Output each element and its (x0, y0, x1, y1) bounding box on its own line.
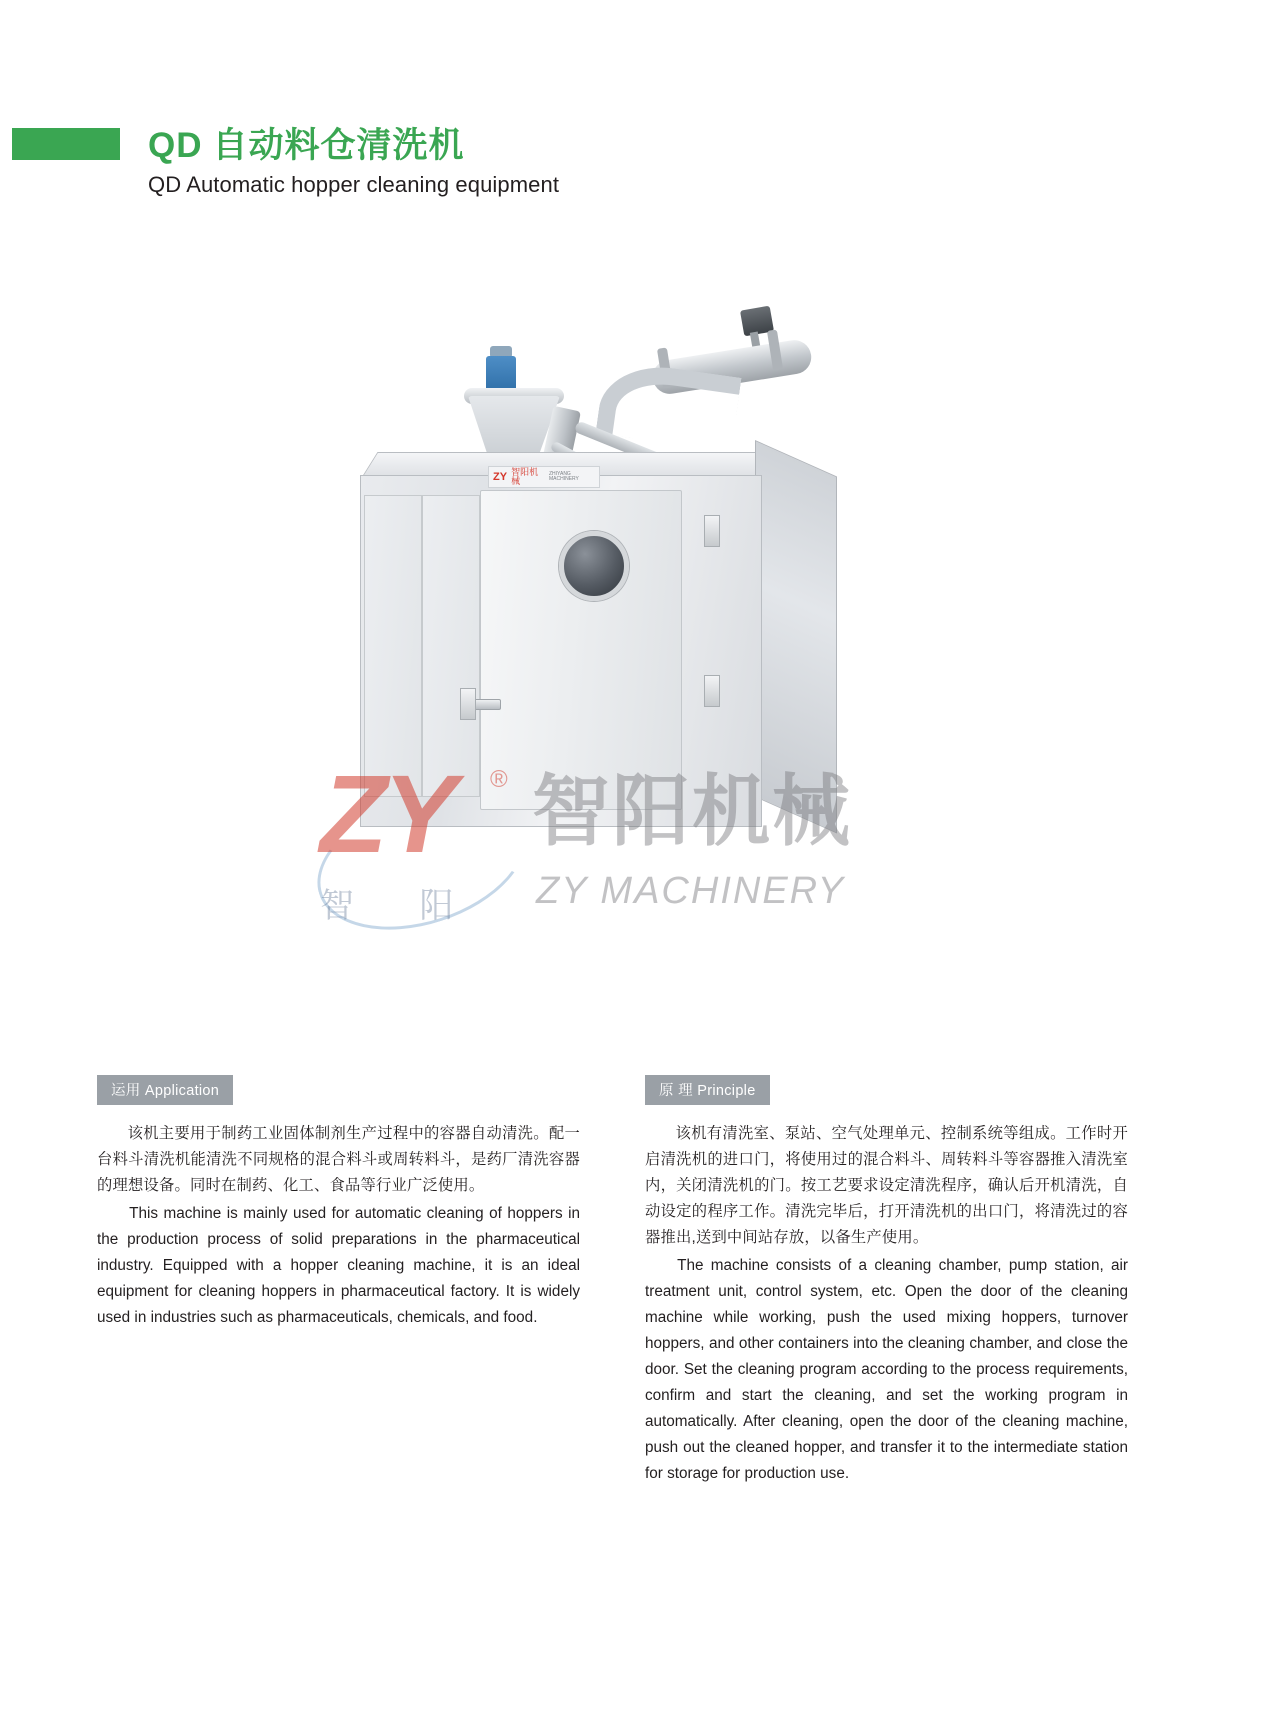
accent-bar (12, 128, 120, 160)
application-paragraph-en: This machine is mainly used for automatic cleaning of hoppers in the production process of solid preparations in the pharmaceutical industry. Equipped with a hopper cleaning machine, it is an ideal equipment for cleaning hoppers in pharmaceutical factory. It is widely used in industries such as pharmaceuticals, chemicals, and food. (97, 1205, 580, 1326)
left-panel-b (422, 495, 480, 797)
nameplate-logo: ZY (493, 470, 508, 483)
page-title-cn-text: 自动料仓清洗机 (212, 126, 465, 165)
latch-upper-right (704, 515, 720, 547)
machine-illustration (300, 290, 940, 910)
model-code: QD (148, 126, 203, 165)
nameplate-brand-cn: 智阳机械 (511, 467, 539, 486)
door-viewport-icon (559, 531, 629, 601)
principle-section-tag: 原 理 Principle (645, 1075, 770, 1105)
motor-unit (486, 356, 516, 392)
watermark-registered-icon: ® (490, 766, 508, 793)
principle-section (645, 1075, 1128, 1487)
product-figure (0, 270, 1275, 930)
latch-left (460, 688, 476, 720)
latch-lower-right (704, 675, 720, 707)
application-section (97, 1075, 580, 1331)
watermark-logo: ZY (320, 753, 453, 876)
cabinet-side (755, 440, 837, 834)
page-header (0, 118, 1275, 228)
principle-paragraph-en: The machine consists of a cleaning chamber, pump station, air treatment unit, control system, etc. Open the door of the cleaning machine while working, push the used mixing hoppers, turnover hoppers, and other containers into the cleaning chamber, and close the door. Set the cleaning program according to the process requirements, confirm and start the cleaning, and set the working program in automatically. After cleaning, open the door of the cleaning machine, push out the cleaned hopper, and transfer it to the intermediate station for storage for production use. (645, 1257, 1128, 1482)
watermark-brand-cn: 智阳机械 (532, 767, 853, 855)
nameplate-brand-en: ZHIYANG MACHINERY (548, 471, 579, 482)
watermark-brand-en: ZY MACHINERY (536, 870, 846, 912)
left-panel-a (364, 495, 422, 797)
chamber-door (480, 490, 682, 810)
application-paragraph-cn: 该机主要用于制药工业固体制剂生产过程中的容器自动清洗。配一台料斗清洗机能清洗不同规格的混合料斗或周转料斗，是药厂清洗容器的理想设备。同时在制药、化工、食品等行业广泛使用。 (97, 1125, 580, 1194)
machine-nameplate (488, 466, 600, 488)
principle-paragraph-cn: 该机有清洗室、泵站、空气处理单元、控制系统等组成。工作时开启清洗机的进口门，将使用过的混合料斗、周转料斗等容器推入清洗室内，关闭清洗机的门。按工艺要求设定清洗程序，确认后开机清洗，自动设定的程序工作。清洗完毕后，打开清洗机的出口门，将清洗过的容器推出,送到中间站存放，以备生产使用。 (645, 1125, 1128, 1246)
page-title-en: QD Automatic hopper cleaning equipment (148, 172, 560, 197)
page-title-cn (148, 118, 465, 168)
application-section-tag: 运用 Application (97, 1075, 233, 1105)
watermark-sub-cn: 智 阳 (320, 887, 482, 925)
